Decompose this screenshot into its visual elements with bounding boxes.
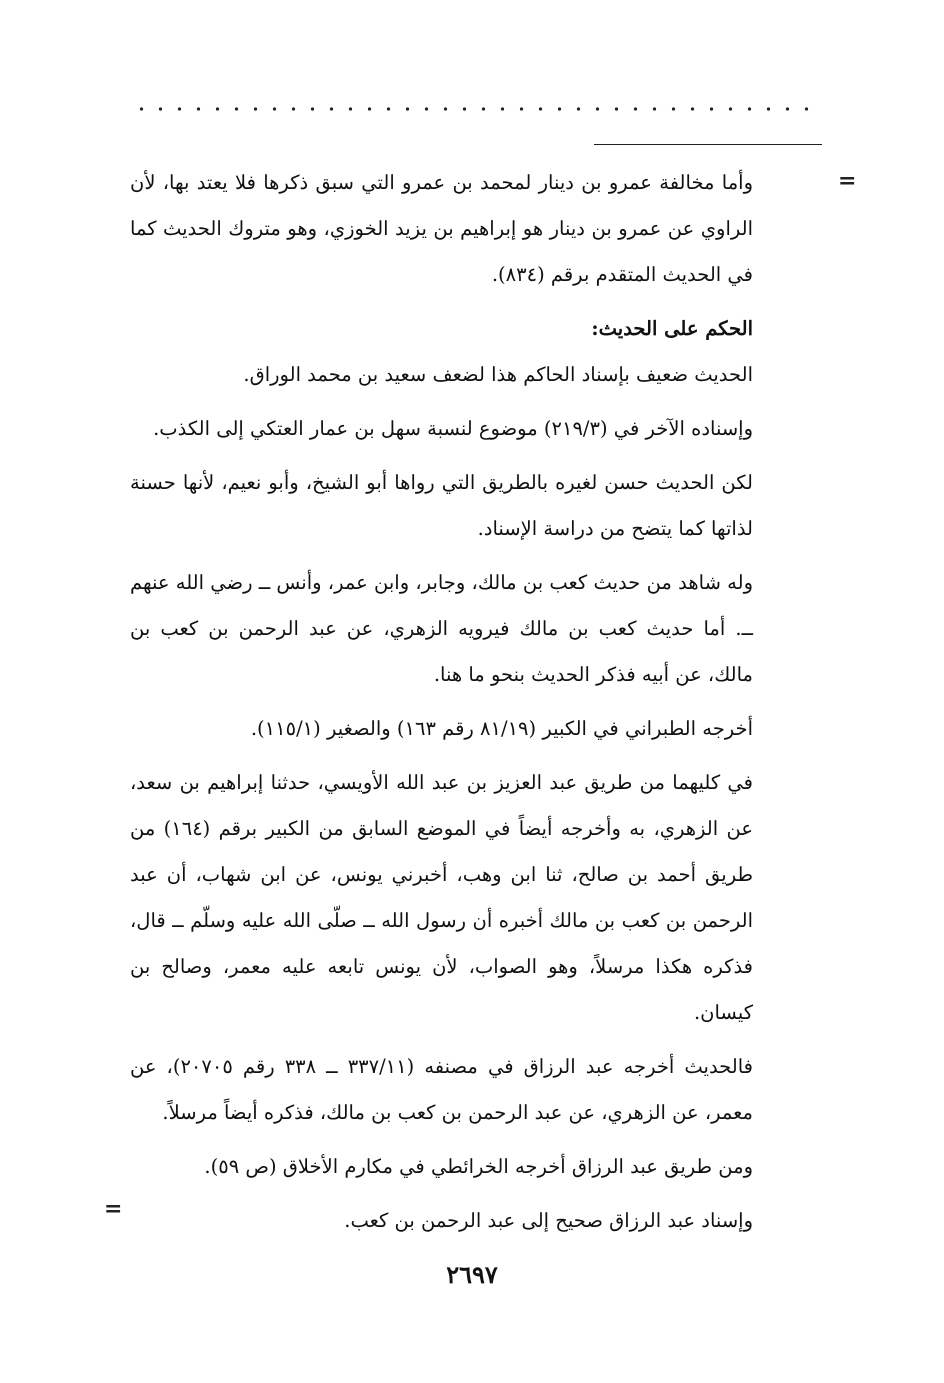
- section-heading: الحكم على الحديث:: [591, 317, 753, 340]
- paragraph-3: وإسناده الآخر في (٢١٩/٣) موضوع لنسبة سهل بن عمار العتكي إلى الكذب.: [153, 417, 753, 440]
- paragraph-1: وأما مخالفة عمرو بن دينار لمحمد بن عمرو التي سبق ذكرها فلا يعتد بها، لأن الراوي عن عمرو بن دينار هو إبراهيم بن يزيد الخوزي، وهو متروك الحديث كما في الحديث المتقدم برقم (٨٣٤).: [130, 171, 753, 286]
- paragraph-7: في كليهما من طريق عبد العزيز بن عبد الله الأويسي، حدثنا إبراهيم بن سعد، عن الزهري، به وأخرجه أيضاً في الموضع السابق من الكبير برقم (١٦٤) من طريق أحمد بن صالح، ثنا ابن وهب، أخبرني يونس، عن ابن شهاب، أن عبد الرحمن بن كعب بن مالك أخبره أن رسول الله ــ صلّى الله عليه وسلّم ــ قال، فذكره هكذا مرسلاً، وهو الصواب، لأن يونس تابعه عليه معمر، وصالح بن كيسان.: [130, 771, 753, 1024]
- paragraph-10: وإسناد عبد الرزاق صحيح إلى عبد الرحمن بن كعب.: [344, 1209, 753, 1232]
- paragraph-6: أخرجه الطبراني في الكبير (٨١/١٩ رقم ١٦٣) والصغير (١١٥/١).: [250, 717, 753, 740]
- footnote-separator-line: [594, 144, 822, 145]
- page-number: ٢٦٩٧: [446, 1260, 498, 1289]
- page-body: [130, 160, 753, 1252]
- paragraph-4: لكن الحديث حسن لغيره بالطريق التي رواها أبو الشيخ، وأبو نعيم، لأنها حسنة لذاتها كما يتضح من دراسة الإسناد.: [130, 471, 753, 540]
- paragraph-9: ومن طريق عبد الرزاق أخرجه الخرائطي في مكارم الأخلاق (ص ٥٩).: [204, 1155, 753, 1178]
- continuation-mark-bottom: =: [104, 1196, 123, 1222]
- paragraph-2: الحديث ضعيف بإسناد الحاكم هذا لضعف سعيد بن محمد الوراق.: [243, 363, 753, 386]
- dotted-separator: [132, 103, 822, 115]
- continuation-mark-top: =: [838, 168, 857, 194]
- paragraph-8: فالحديث أخرجه عبد الرزاق في مصنفه (٣٣٧/١١ ــ ٣٣٨ رقم ٢٠٧٠٥)، عن معمر، عن الزهري، عن عبد الرحمن بن كعب بن مالك، فذكره أيضاً مرسلاً.: [130, 1055, 753, 1124]
- paragraph-5: وله شاهد من حديث كعب بن مالك، وجابر، وابن عمر، وأنس ــ رضي الله عنهم ــ. أما حديث كعب بن مالك فيرويه الزهري، عن عبد الرحمن بن كعب بن مالك، عن أبيه فذكر الحديث بنحو ما هنا.: [130, 571, 753, 686]
